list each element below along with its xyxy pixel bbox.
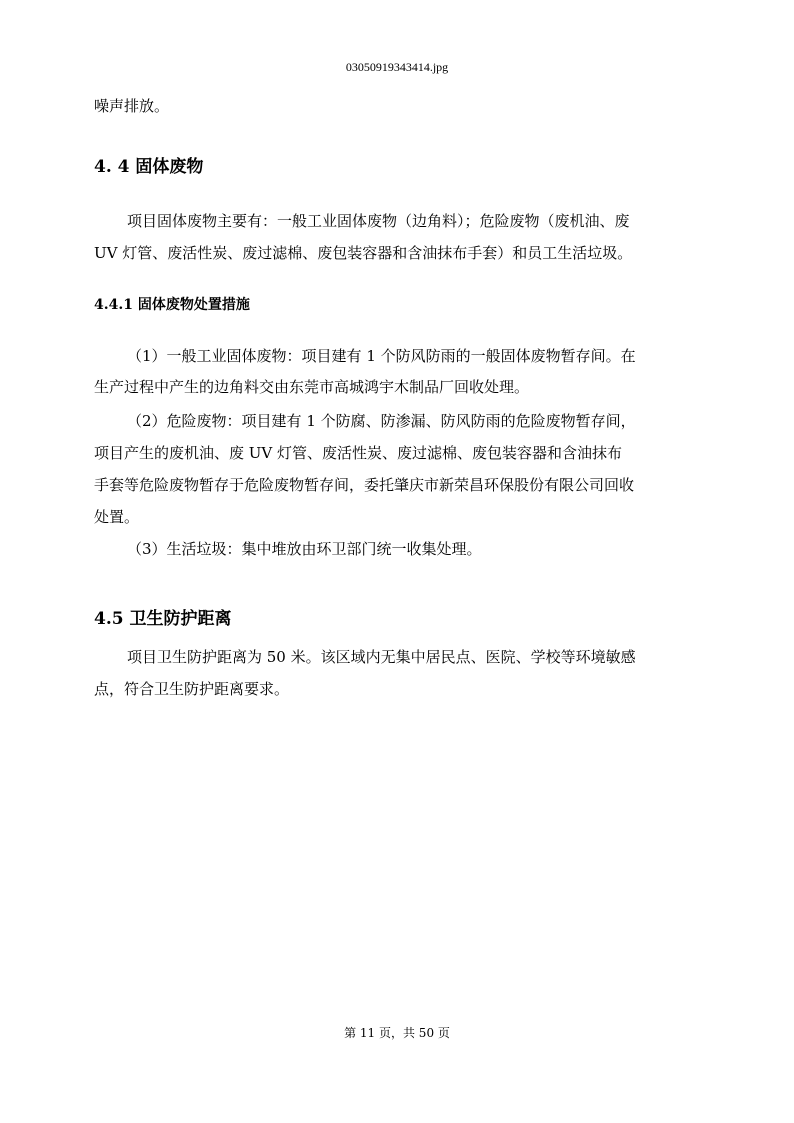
body-line: （3）生活垃圾：集中堆放由环卫部门统一收集处理。 bbox=[127, 540, 482, 558]
body-line: 点，符合卫生防护距离要求。 bbox=[94, 680, 290, 698]
document-filename: 03050919343414.jpg bbox=[345, 60, 449, 74]
subsection-heading-4-4-1: 4.4.1 固体废物处置措施 bbox=[94, 297, 250, 313]
body-line: （2）危险废物：项目建有 1 个防腐、防渗漏、防风防雨的危险废物暂存间， bbox=[127, 412, 636, 430]
body-line: 噪声排放。 bbox=[94, 97, 170, 115]
section-heading-4-5: 4.5 卫生防护距离 bbox=[94, 609, 232, 629]
body-line: UV 灯管、废活性炭、废过滤棉、废包装容器和含油抹布手套）和员工生活垃圾。 bbox=[94, 244, 633, 262]
body-line: 手套等危险废物暂存于危险废物暂存间，委托肇庆市新荣昌环保股份有限公司回收 bbox=[94, 476, 635, 494]
body-line: 处置。 bbox=[94, 508, 140, 526]
body-line: 生产过程中产生的边角料交由东莞市高城鸿宇木制品厂回收处理。 bbox=[94, 378, 530, 396]
body-line: 项目产生的废机油、废 UV 灯管、废活性炭、废过滤棉、废包装容器和含油抹布 bbox=[94, 444, 623, 462]
body-line: （1）一般工业固体废物：项目建有 1 个防风防雨的一般固体废物暂存间。在 bbox=[127, 347, 636, 365]
section-heading-4-4: 4. 4 固体废物 bbox=[94, 157, 204, 177]
body-line: 项目固体废物主要有：一般工业固体废物（边角料）；危险废物（废机油、废 bbox=[127, 212, 630, 230]
body-line: 项目卫生防护距离为 50 米。该区域内无集中居民点、医院、学校等环境敏感 bbox=[127, 648, 636, 666]
page-number: 第 11 页，共 50 页 bbox=[344, 1026, 450, 1040]
